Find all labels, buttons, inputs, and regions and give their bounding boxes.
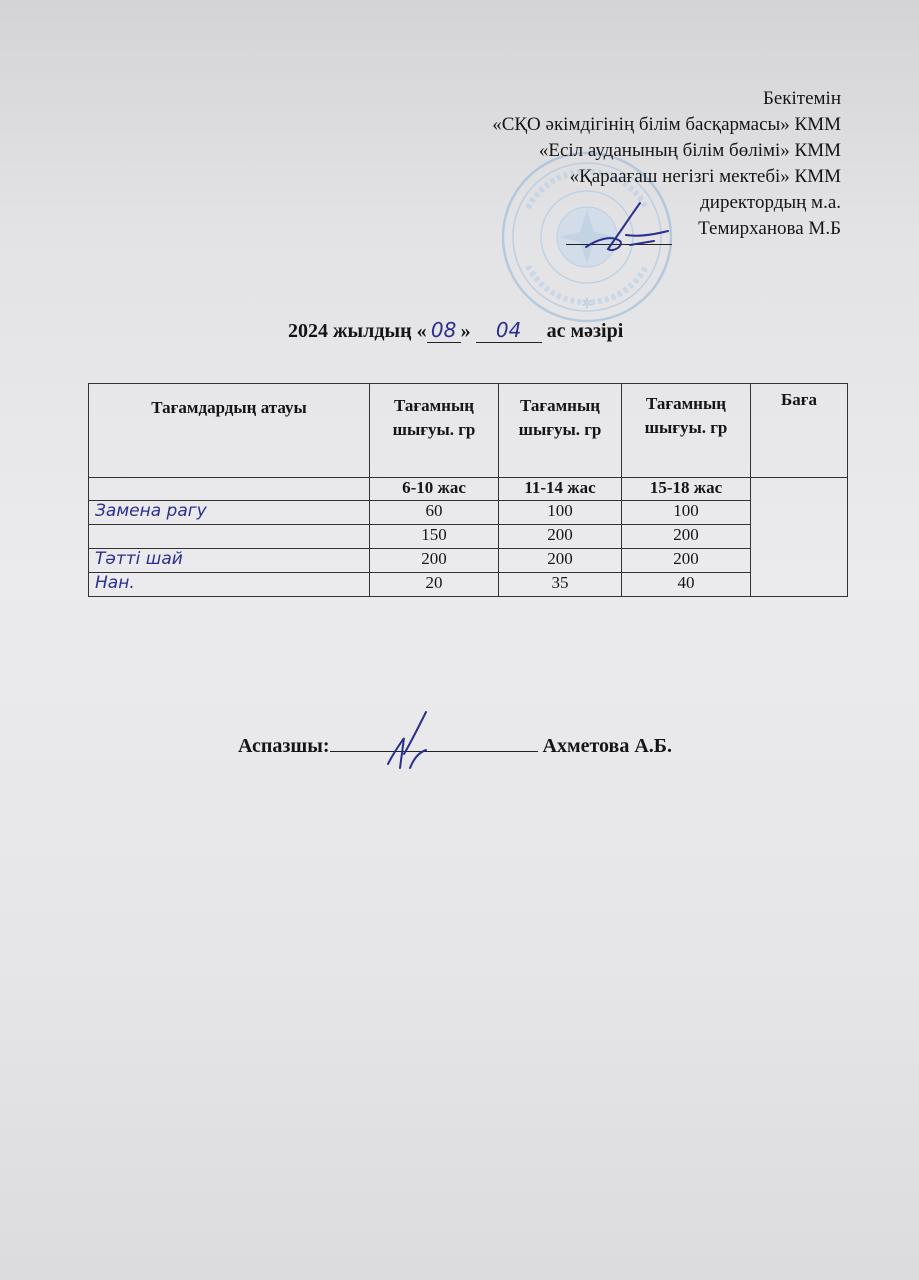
yield-6-10: 150 bbox=[370, 525, 499, 549]
dish-name bbox=[89, 525, 370, 549]
cook-signature-line bbox=[238, 735, 672, 758]
yield-15-18: 200 bbox=[622, 549, 751, 573]
title-prefix: 2024 жылдың « bbox=[288, 320, 427, 342]
yield-6-10: 60 bbox=[370, 501, 499, 525]
header-dish-name: Тағамдардың атауы bbox=[89, 384, 370, 478]
header-yield-11-14: Тағамның шығуы. гр bbox=[499, 384, 622, 478]
svg-text:✲: ✲ bbox=[581, 296, 593, 312]
yield-6-10: 20 bbox=[370, 573, 499, 597]
approval-line-position: директордың м.а. bbox=[700, 192, 841, 213]
yield-15-18: 200 bbox=[622, 525, 751, 549]
dish-name: Замена рагу bbox=[89, 501, 370, 525]
header-price: Баға bbox=[751, 384, 848, 478]
cook-signature bbox=[380, 708, 440, 774]
age-group-row bbox=[89, 478, 848, 501]
menu-title bbox=[288, 318, 623, 343]
yield-11-14: 200 bbox=[499, 549, 622, 573]
approval-line-department: «СҚО әкімдігінің білім басқармасы» КММ bbox=[492, 114, 841, 135]
approval-line-school: «Қараағаш негізгі мектебі» КММ bbox=[569, 166, 841, 187]
table-header-row bbox=[89, 384, 848, 478]
title-day: 08 bbox=[427, 318, 461, 343]
yield-6-10: 200 bbox=[370, 549, 499, 573]
dish-name: Тәтті шай bbox=[89, 549, 370, 573]
header-yield-6-10: Тағамның шығуы. гр bbox=[370, 384, 499, 478]
age-group-6-10: 6-10 жас bbox=[370, 478, 499, 501]
table-row bbox=[89, 501, 848, 525]
yield-11-14: 200 bbox=[499, 525, 622, 549]
dish-name: Нан. bbox=[89, 573, 370, 597]
yield-11-14: 35 bbox=[499, 573, 622, 597]
table-row bbox=[89, 549, 848, 573]
table-row bbox=[89, 573, 848, 597]
cook-name: Ахметова А.Б. bbox=[542, 735, 673, 757]
age-group-empty-cell bbox=[89, 478, 370, 501]
approval-line-director-name: Темирханова М.Б bbox=[698, 218, 841, 239]
price-cell bbox=[751, 478, 848, 597]
age-group-11-14: 11-14 жас bbox=[499, 478, 622, 501]
title-suffix: ас мәзірі bbox=[546, 320, 624, 342]
title-month: 04 bbox=[476, 318, 542, 343]
table-row bbox=[89, 525, 848, 549]
director-signature bbox=[568, 195, 678, 265]
approval-line-district: «Есіл ауданының білім бөлімі» КММ bbox=[538, 140, 841, 161]
title-mid: » bbox=[460, 320, 471, 342]
header-yield-15-18: Тағамның шығуы. гр bbox=[622, 384, 751, 478]
approval-line-approve: Бекітемін bbox=[762, 88, 841, 109]
yield-15-18: 100 bbox=[622, 501, 751, 525]
age-group-15-18: 15-18 жас bbox=[622, 478, 751, 501]
yield-11-14: 100 bbox=[499, 501, 622, 525]
yield-15-18: 40 bbox=[622, 573, 751, 597]
menu-table bbox=[88, 383, 848, 597]
cook-label: Аспазшы: bbox=[238, 735, 330, 757]
